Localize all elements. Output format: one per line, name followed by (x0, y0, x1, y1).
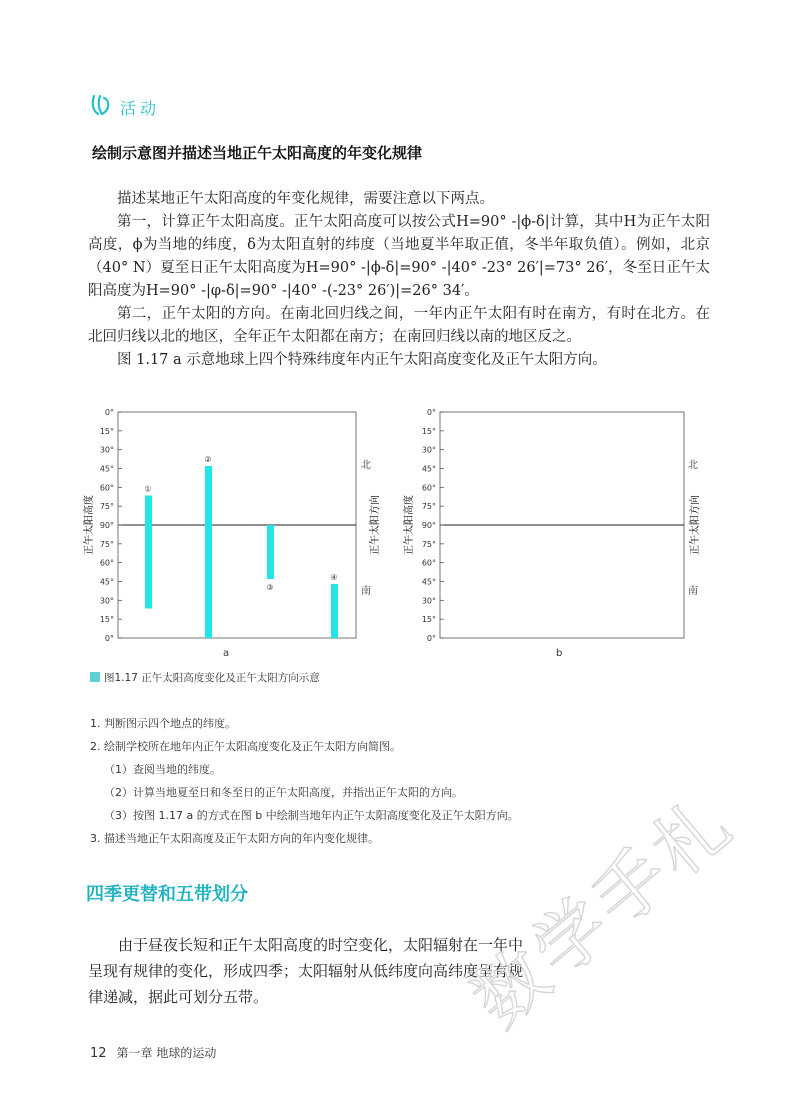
activity-leaf-icon (88, 92, 114, 118)
task-2-step-1: （1）查阅当地的纬度。 (104, 763, 221, 776)
chapter-title: 第一章 地球的运动 (116, 1046, 217, 1060)
paragraph-1: 描述某地正午太阳高度的年变化规律，需要注意以下两点。 (117, 191, 494, 207)
body-line-2: 呈现有规律的变化，形成四季；太阳辐射从低纬度向高纬度呈有规 (88, 962, 524, 980)
chart-b-tick-label: 90° (421, 521, 436, 530)
chart-a-tick-label: 90° (99, 521, 114, 530)
chart-a-tick-label: 0° (104, 408, 114, 417)
chart-a-bar-4 (331, 584, 338, 638)
chart-a-bar-marker-2: ② (204, 454, 212, 464)
body-line-3: 律递减，据此可划分五带。 (88, 988, 269, 1006)
chart-b-north-label: 北 (688, 460, 698, 471)
activity-title: 活动 (120, 99, 161, 118)
task-1: 1. 判断图示四个地点的纬度。 (90, 717, 236, 730)
chart-b-right-label: 正午太阳方向 (690, 495, 701, 555)
chart-b-left-label: 正午太阳高度 (404, 495, 415, 555)
watermark-text: 数学手札 (456, 778, 750, 1044)
chart-a-svg (78, 408, 381, 668)
chart-a-tick-label: 60° (99, 483, 114, 493)
chart-b-tick-label: 45° (421, 577, 436, 587)
caption-text: 图1.17 正午太阳高度变化及正午太阳方向示意 (104, 672, 320, 684)
chart-b-tick-label: 15° (421, 426, 436, 436)
chart-b-tick-label: 30° (421, 445, 436, 455)
chart-a-bar-2 (205, 466, 212, 638)
chart-b-tick-label: 15° (421, 615, 436, 625)
chart-b-south-label: 南 (688, 586, 698, 597)
task-2-step-3: （3）按图 1.17 a 的方式在图 b 中绘制当地年内正午太阳高度变化及正午太阳方向。 (104, 809, 519, 822)
chart-b-tick-label: 75° (421, 502, 436, 512)
chart-a-bar-3 (267, 525, 274, 579)
task-3: 3. 描述当地正午太阳高度及正午太阳方向的年内变化规律。 (90, 832, 379, 845)
chart-b-tick-label: 0° (426, 634, 436, 643)
paragraph-4: 图 1.17 a 示意地球上四个特殊纬度年内正午太阳高度变化及正午太阳方向。 (117, 352, 607, 368)
chart-b-tick-label: 0° (426, 408, 436, 417)
chart-a-tick-label: 30° (99, 596, 114, 606)
chart-b (400, 408, 700, 668)
chart-a-tick-label: 45° (99, 577, 114, 587)
paragraph-3: 第二，正午太阳的方向。在南北回归线之间，一年内正午太阳有时在南方，有时在北方。在北回归线以北的地区，全年正午太阳都在南方；在南回归线以南的地区反之。 (88, 306, 710, 345)
chart-a-bar-marker-4: ④ (330, 573, 338, 583)
paragraph-2: 第一，计算正午太阳高度。正午太阳高度可以按公式H=90° -|ϕ-δ|计算，其中H为正午太阳高度，ϕ为当地的纬度，δ为太阳直射的纬度（当地夏半年取正值，冬半年取负值）。例如，北京（40° N）夏至日正午太阳高度为H=90° -|ϕ-δ|=90° -|40° -23° 26′|=73° 26′，冬至日正午太阳高度为H=90° -|φ-δ|=90° -|40° -(-23° 26′)|=26° 34′。 (88, 214, 710, 299)
intro-paragraphs (88, 188, 710, 372)
chart-a-south-label: 南 (361, 586, 371, 597)
chart-b-tick-label: 30° (421, 596, 436, 606)
chart-a-tick-label: 75° (99, 502, 114, 512)
chart-a-bars (144, 455, 338, 638)
task-2: 2. 绘制学校所在地年内正午太阳高度变化及正午太阳方向简图。 (90, 740, 401, 753)
caption-color-box (90, 672, 100, 682)
chart-a-right-label: 正午太阳方向 (370, 495, 381, 555)
chart-a-tick-label: 75° (99, 539, 114, 549)
activity-heading: 绘制示意图并描述当地正午太阳高度的年变化规律 (92, 144, 423, 162)
chart-a-tick-label: 60° (99, 558, 114, 568)
section-title: 四季更替和五带划分 (86, 884, 248, 905)
chart-a-label: a (223, 648, 230, 659)
chart-a-tick-label: 15° (99, 426, 114, 436)
chart-a-tick-label: 45° (99, 464, 114, 474)
chart-a-tick-label: 30° (99, 445, 114, 455)
chart-a-bar-marker-3: ③ (266, 582, 274, 592)
chart-a-tick-label: 15° (99, 615, 114, 625)
task-2-step-2: （2）计算当地夏至日和冬至日的正午太阳高度，并指出正午太阳的方向。 (104, 786, 463, 799)
chart-a-north-label: 北 (361, 460, 371, 471)
chart-b-tick-label: 60° (421, 558, 436, 568)
chart-b-svg (400, 408, 700, 668)
figure-caption (90, 670, 320, 685)
chart-a-tick-label: 0° (104, 634, 114, 643)
page-footer (90, 1044, 216, 1061)
page-number: 12 (90, 1046, 107, 1061)
chart-b-label: b (556, 648, 563, 659)
chart-b-tick-label: 45° (421, 464, 436, 474)
body-line-1: 由于昼夜长短和正午太阳高度的时空变化，太阳辐射在一年中 (88, 936, 524, 954)
chart-a-bar-marker-1: ① (144, 484, 152, 494)
watermark (456, 760, 790, 1060)
chart-a (78, 408, 381, 668)
chart-b-tick-label: 75° (421, 539, 436, 549)
chart-b-tick-label: 60° (421, 483, 436, 493)
chart-a-bar-1 (145, 495, 152, 608)
chart-a-left-label: 正午太阳高度 (84, 495, 95, 555)
